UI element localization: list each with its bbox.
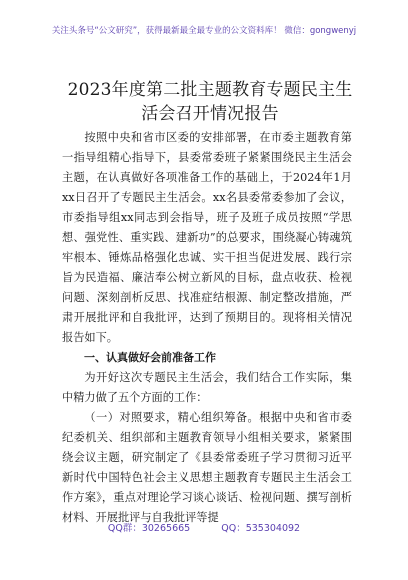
footer-qq: QQ：535304092: [221, 523, 301, 534]
page-title: 2023年度第二批主题教育专题民主生活会召开情况报告: [67, 80, 353, 124]
section-heading: 一、认真做好会前准备工作: [84, 351, 216, 364]
body-paragraph: 按照中央和省市区委的安排部署，在市委主题教育第一指导组精心指导下，县委常委班子紧紧围绕民主生活会主题，在认真做好各项准备工作的基础上，于2024年1月xx日召开了专题民主生活会。xx名县委常委参加了会议，市委指导组xx同志到会指导，班子及班子成员按照“学思想、强党性、重实践、建新功”的总要求，围绕凝心铸魂筑牢根本、锤炼品格强化忠诚、实干担当促进发展、践行宗旨为民造福、廉洁奉公树立新风的目标，盘点收获、检视问题、深刻剖析反思、找准症结根源、制定整改措施，严肃开展批评和自我批评，达到了预期目的。现将相关情况报告如下。: [62, 131, 352, 344]
body-paragraph: 为开好这次专题民主生活会，我们结合工作实际，集中精力做了五个方面的工作：: [62, 371, 352, 404]
body-paragraph: （一）对照要求，精心组织筹备。根据中央和省市委纪委机关、组织部和主题教育领导小组相关要求，紧紧围绕会议主题，研究制定了《县委常委班子学习贯彻习近平新时代中国特色社会主义思想主题教育专题民主生活会工作方案》，重点对理论学习谈心谈话、检视问题、撰写剖析材料、开展批评与自我批评等提: [62, 411, 352, 524]
document-body: [62, 128, 352, 528]
footer: [0, 520, 408, 534]
header-note: 关注头条号“公文研究”，获得最新最全最专业的公文资料库！ 微信：gongwenyj: [51, 26, 357, 36]
footer-qq-group: QQ群：30265665: [107, 523, 191, 534]
